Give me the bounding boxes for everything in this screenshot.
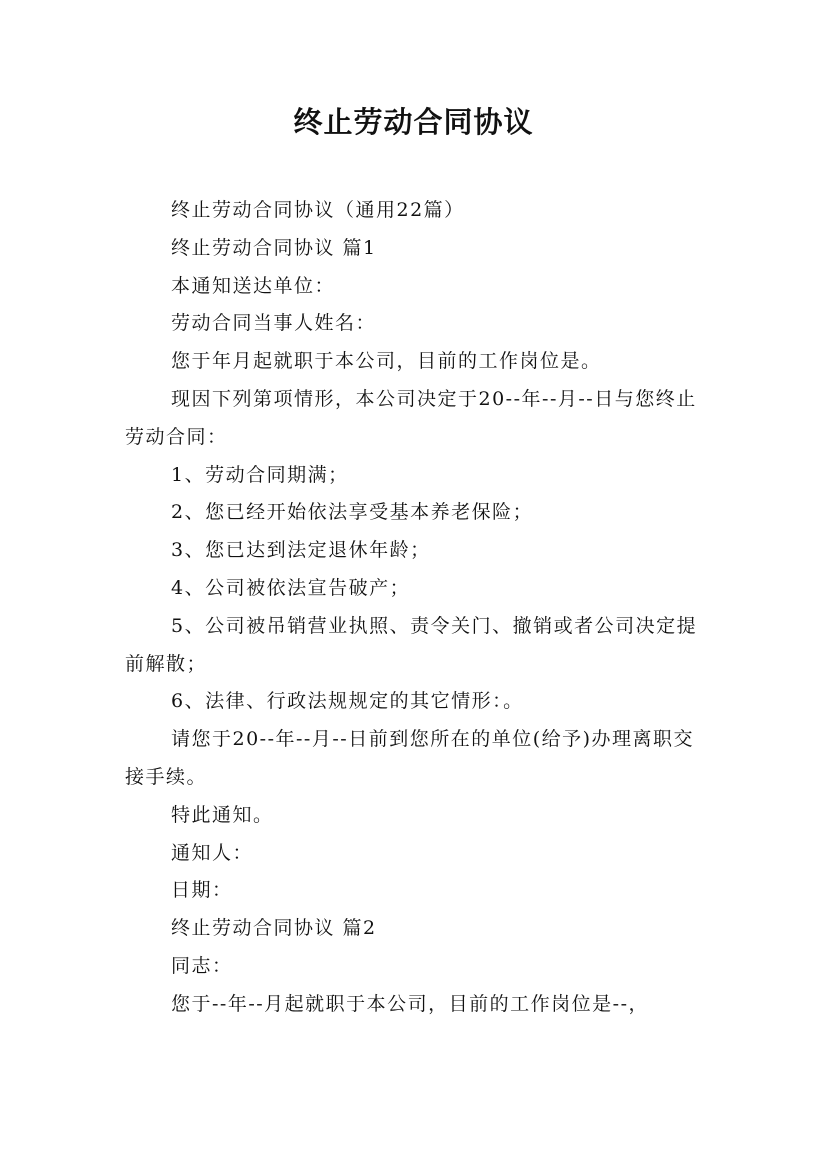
paragraph-item-3: 3、您已达到法定退休年龄； [171, 539, 431, 562]
paragraph-termination-reason: 现因下列第项情形，本公司决定于20--年--月--日与您终止劳动合同： [125, 387, 697, 448]
paragraph-notifier: 通知人： [171, 841, 254, 864]
document-title: 终止劳动合同协议 [293, 105, 534, 139]
paragraph-item-2: 2、您已经开始依法享受基本养老保险； [171, 501, 534, 524]
paragraph-recipient-unit: 本通知送达单位： [171, 274, 336, 297]
paragraph-notice-closing: 特此通知。 [171, 803, 274, 826]
paragraph-handover: 请您于20--年--月--日前到您所在的单位(给予)办理离职交接手续。 [125, 728, 695, 788]
paragraph-item-6: 6、法律、行政法规规定的其它情形：。 [171, 690, 524, 713]
paragraph-date: 日期： [171, 879, 233, 902]
paragraph-section-2-title: 终止劳动合同协议 篇2 [171, 917, 377, 940]
document-body [125, 192, 710, 1024]
paragraph-item-1: 1、劳动合同期满； [171, 463, 349, 486]
paragraph-item-4: 4、公司被依法宣告破产； [171, 576, 411, 599]
paragraph-heading-overview: 终止劳动合同协议（通用22篇） [171, 199, 465, 221]
paragraph-section-2-employment: 您于--年--月起就职于本公司，目前的工作岗位是--， [171, 992, 650, 1015]
paragraph-comrade: 同志： [171, 954, 233, 977]
paragraph-party-name: 劳动合同当事人姓名： [171, 312, 377, 335]
paragraph-section-1-title: 终止劳动合同协议 篇1 [171, 236, 377, 259]
paragraph-employment-info: 您于年月起就职于本公司，目前的工作岗位是。 [171, 350, 602, 373]
paragraph-item-5: 5、公司被吊销营业执照、责令关门、撤销或者公司决定提前解散； [125, 614, 698, 675]
